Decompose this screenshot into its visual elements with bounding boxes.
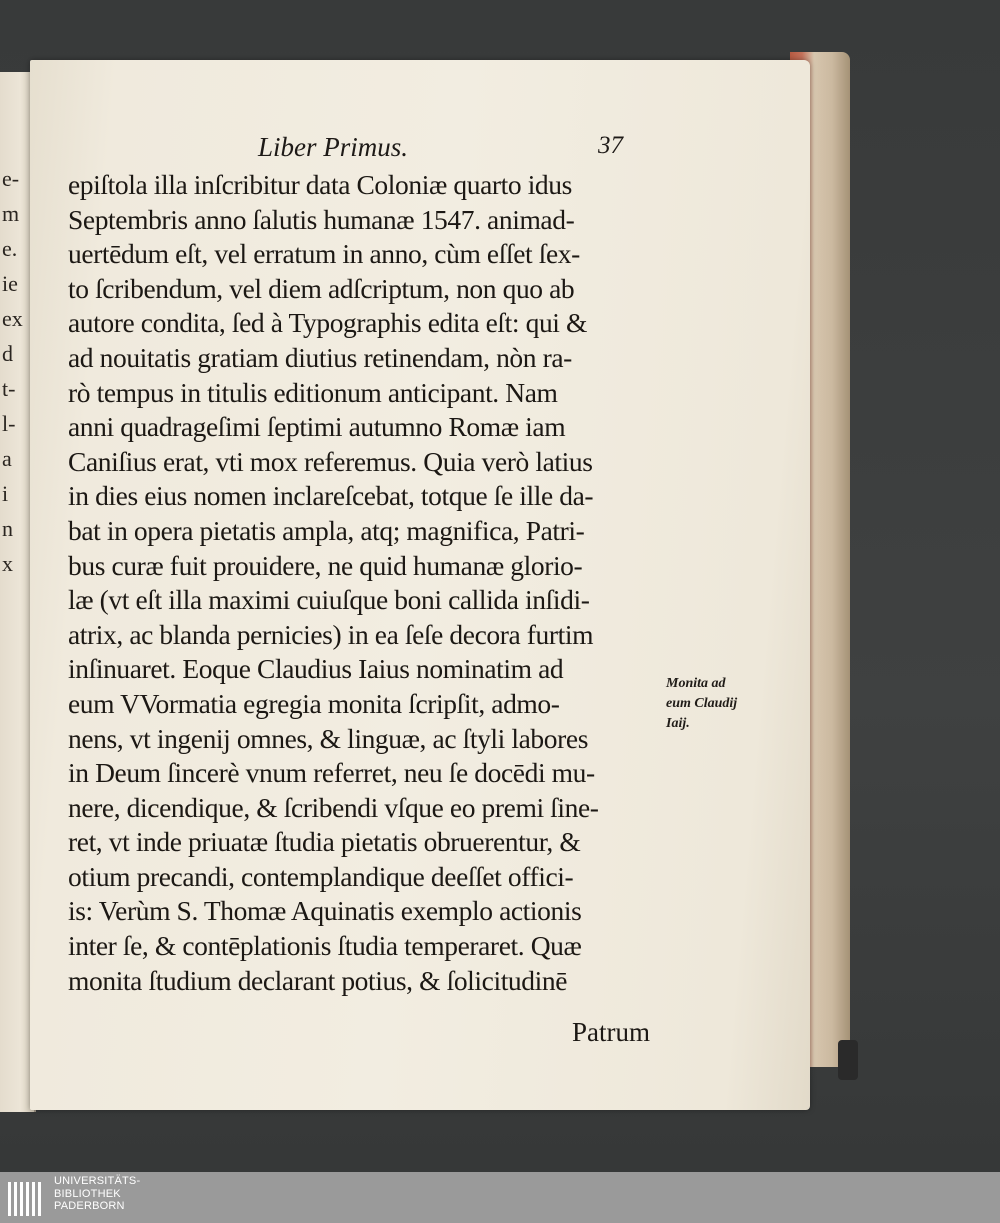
left-page-fragment: m bbox=[2, 201, 20, 226]
text-line: ad nouitatis gratiam diutius retinendam, nòn ra- bbox=[68, 341, 572, 373]
left-page-fragment: l- bbox=[2, 411, 16, 436]
institution-name-line: BIBLIOTHEK bbox=[54, 1187, 121, 1200]
footer-bar bbox=[0, 1172, 1000, 1223]
marginal-note-line: Monita ad bbox=[666, 676, 726, 691]
marginal-note-line: eum Claudij bbox=[666, 696, 738, 711]
left-page-fragment: n bbox=[2, 516, 13, 541]
left-page-fragment: t- bbox=[2, 376, 16, 401]
text-line: to ſcribendum, vel diem adſcriptum, non quo ab bbox=[68, 272, 575, 304]
text-line: autore condita, ſed à Typographis edita eſt: qui & bbox=[68, 307, 588, 339]
body-text bbox=[68, 168, 668, 998]
left-page-fragment: a bbox=[2, 446, 12, 471]
text-line: bus curæ fuit prouidere, ne quid humanæ glorio- bbox=[68, 549, 583, 581]
text-line: otium precandi, contemplandique deeſſet offici- bbox=[68, 860, 574, 892]
running-header bbox=[258, 132, 658, 168]
left-page-fragment: d bbox=[2, 341, 13, 366]
text-line: nens, vt ingenij omnes, & linguæ, ac ſtyli labores bbox=[68, 722, 588, 754]
marginal-note-line: Iaij. bbox=[666, 716, 690, 731]
text-line: in Deum ſincerè vnum referret, neu ſe docēdi mu- bbox=[68, 757, 595, 789]
text-line: is: Verùm S. Thomæ Aquinatis exemplo actionis bbox=[68, 895, 582, 927]
institution-name-line: UNIVERSITÄTS- bbox=[54, 1175, 141, 1187]
show-through-text bbox=[715, 490, 795, 508]
institution-name bbox=[54, 1175, 140, 1213]
text-line: rò tempus in titulis editionum anticipant. Nam bbox=[68, 376, 558, 408]
text-line: Caniſius erat, vti mox referemus. Quia verò latius bbox=[68, 445, 593, 477]
text-line: eum VVormatia egregia monita ſcripſit, admo- bbox=[68, 687, 560, 719]
text-line: nere, dicendique, & ſcribendi vſque eo premi ſine- bbox=[68, 791, 599, 823]
institution-name-line: PADERBORN bbox=[54, 1200, 125, 1212]
text-line: epiſtola illa inſcribitur data Coloniæ quarto idus bbox=[68, 169, 572, 200]
left-page-fragment: e- bbox=[2, 166, 20, 191]
text-line: inter ſe, & contēplationis ſtudia temperaret. Quæ bbox=[68, 930, 582, 962]
library-logo-icon bbox=[6, 1176, 46, 1220]
text-line: inſinuaret. Eoque Claudius Iaius nominatim ad bbox=[68, 653, 564, 685]
catchword: Patrum bbox=[572, 1017, 650, 1047]
left-page-fragment: ie bbox=[2, 271, 18, 296]
text-line: Septembris anno ſalutis humanæ 1547. animad- bbox=[68, 203, 575, 235]
running-head-title: Liber Primus. bbox=[258, 132, 409, 162]
text-line: ret, vt inde priuatæ ſtudia pietatis obruerentur, & bbox=[68, 826, 581, 858]
left-page-fragment: e. bbox=[2, 236, 18, 261]
left-page-fragment: ex bbox=[2, 306, 23, 331]
left-page-fragment: i bbox=[2, 481, 9, 506]
text-line: uertēdum eſt, vel erratum in anno, cùm eſſet ſex- bbox=[68, 238, 580, 270]
text-line: monita ſtudium declarant potius, & ſolicitudinē bbox=[68, 964, 568, 996]
text-line: in dies eius nomen inclareſcebat, totque ſe ille da- bbox=[68, 480, 594, 512]
left-page-fragment: x bbox=[2, 551, 13, 576]
book-page bbox=[30, 60, 810, 1110]
text-line: læ (vt eſt illa maximi cuiuſque boni callida inſidi- bbox=[68, 584, 590, 616]
text-line: atrix, ac blanda pernicies) in ea ſeſe decora furtim bbox=[68, 618, 594, 650]
text-line: bat in opera pietatis ampla, atq; magnifica, Patri- bbox=[68, 514, 585, 546]
page-number: 37 bbox=[598, 132, 623, 159]
marginal-note bbox=[666, 674, 756, 734]
text-line: anni quadrageſimi ſeptimi autumno Romæ iam bbox=[68, 411, 566, 443]
book-corner-shadow bbox=[838, 1040, 858, 1080]
